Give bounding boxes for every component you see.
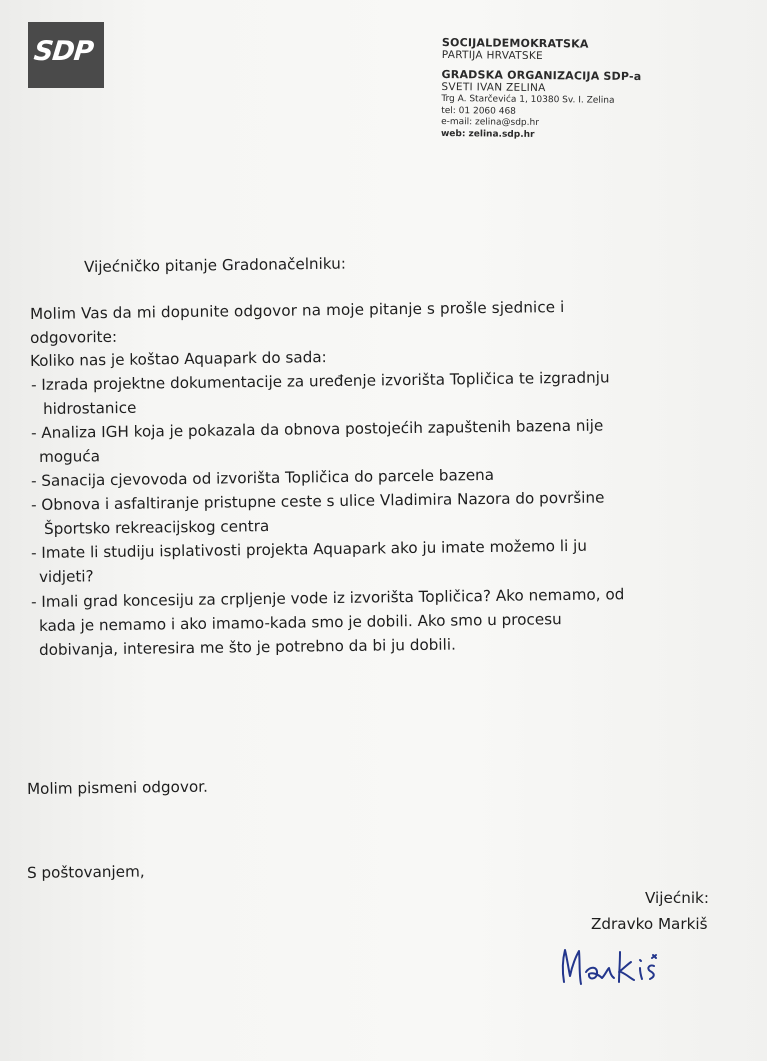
signatory-role: Vijećnik: bbox=[645, 889, 709, 907]
handwritten-signature bbox=[556, 942, 716, 992]
org-name-line2: SVETI IVAN ZELINA bbox=[441, 80, 546, 95]
list-item-4-line-1: - Obnova i asfaltiranje pristupne ceste s ulice Vladimira Nazora do površine bbox=[30, 488, 605, 514]
org-website: web: zelina.sdp.hr bbox=[440, 128, 535, 140]
org-phone: tel: 01 2060 468 bbox=[441, 105, 516, 117]
party-name-line2: PARTIJA HRVATSKE bbox=[441, 48, 544, 63]
org-email: e-mail: zelina@sdp.hr bbox=[441, 116, 539, 129]
written-answer-request: Molim pismeni odgovor. bbox=[26, 777, 208, 798]
party-name-line1: SOCIJALDEMOKRATSKA bbox=[441, 36, 589, 51]
question-line: Koliko nas je koštao Aquapark do sada: bbox=[29, 348, 327, 370]
list-item-2-line-2: moguća bbox=[38, 447, 101, 466]
letter-salutation: Vijećničko pitanje Gradonačelniku: bbox=[83, 254, 347, 276]
intro-line-1: Molim Vas da mi dopunite odgovor na moje pitanje s prošle sjednice i bbox=[29, 298, 565, 323]
list-item-6-line-2: kada je nemamo i ako imamo-kada smo je dobili. Ako smo u procesu bbox=[38, 610, 562, 635]
org-name-line1: GRADSKA ORGANIZACIJA SDP-a bbox=[441, 67, 642, 84]
logo-text: SDP bbox=[32, 36, 95, 67]
closing-phrase: S poštovanjem, bbox=[26, 862, 145, 882]
list-item-1-line-2: hidrostanice bbox=[42, 398, 137, 418]
list-item-2-line-1: - Analiza IGH koja je pokazala da obnova postojećih zapuštenih bazena nije bbox=[30, 416, 604, 442]
list-item-3-line-1: - Sanacija cjevovoda od izvorišta Topličica do parcele bazena bbox=[30, 465, 495, 490]
list-item-4-line-2: Športsko rekreacijskog centra bbox=[43, 517, 270, 538]
list-item-6-line-1: - Imali grad koncesiju za crpljenje vode iz izvorišta Topličica? Ako nemamo, od bbox=[30, 585, 625, 611]
list-item-6-line-3: dobivanja, interesira me što je potrebno da bi ju dobili. bbox=[38, 635, 456, 659]
list-item-1-line-1: - Izrada projektne dokumentacije za uređenje izvorišta Topličica te izgradnju bbox=[30, 368, 610, 394]
list-item-5-line-2: vidjeti? bbox=[38, 567, 94, 586]
org-address: Trg A. Starčevića 1, 10380 Sv. I. Zelina bbox=[441, 93, 615, 106]
signatory-name: Zdravko Markiš bbox=[591, 915, 708, 933]
list-item-5-line-1: - Imate li studiju isplativosti projekta Aquapark ako ju imate možemo li ju bbox=[30, 536, 588, 562]
intro-line-2: odgovorite: bbox=[29, 327, 118, 347]
